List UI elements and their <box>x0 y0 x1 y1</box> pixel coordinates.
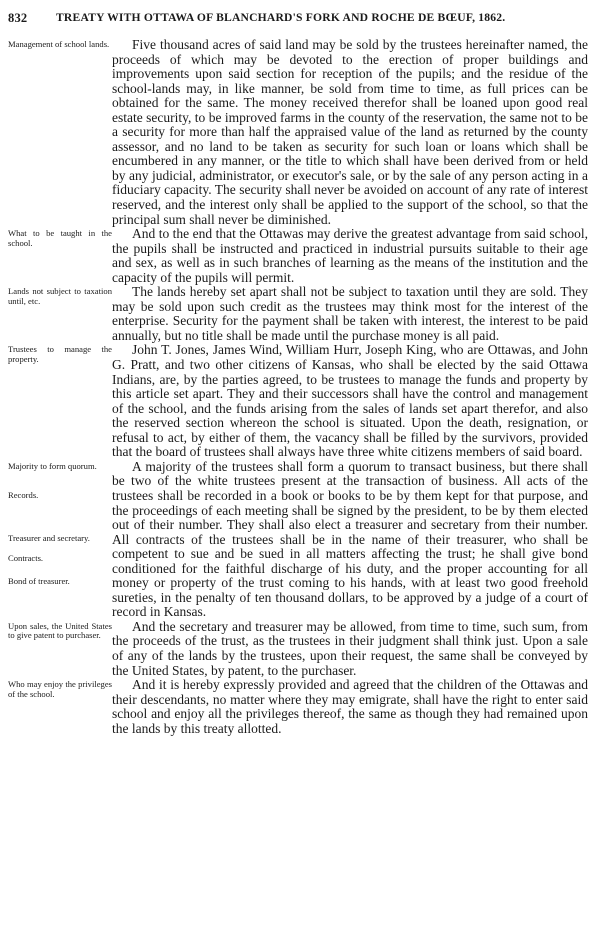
document-body <box>0 38 600 736</box>
running-title: TREATY WITH OTTAWA OF BLANCHARD'S FORK AND ROCHE DE BŒUF, 1862. <box>56 11 506 24</box>
treaty-section <box>0 38 600 227</box>
paragraph: John T. Jones, James Wind, William Hurr, Joseph King, who are Ottawas, and John G. Pratt, and two other citizens of Kansas, who shall be elected by the said Ottawa Indians, are, by the parties agreed, to be trustees to manage the funds and property by this article set apart. They and their successors shall have the control and management of the school, and the funds arising from the sales of lands set apart therefor, and also the reserved section whereon the school is situated. Upon the death, resignation, or refusal to act, by either of them, the vacancy shall be filled by the survivors, provided that the board of trustees shall always have three white citizens members of said board. <box>112 342 588 460</box>
margin-note: Management of school lands. <box>8 39 110 49</box>
running-head <box>8 10 588 26</box>
paragraph: And the secretary and treasurer may be allowed, from time to time, such sum, from the proceeds of the trust, as the trustees in their judgment shall think just. Upon a sale of any of the lands by the trustees, upon their request, the same shall be conveyed by the United States, by patent, to the purchaser. <box>112 618 588 678</box>
paragraph: The lands hereby set apart shall not be subject to taxation until they are sold. They may be sold upon such credit as the trustees may think most for the interest of the enterprise. Security for the payment shall be taken with interest, the interest to be paid annually, but no title shall be made until the purchase money is all paid. <box>112 284 588 343</box>
paragraph: Five thousand acres of said land may be sold by the trustees hereinafter named, the proceeds of which may be devoted to the erection of proper buildings and improvements upon said section for reception of the pupils; and the residue of the school-lands may, in like manner, be sold from time to time, as full prices can be obtained for the same. The money received therefor shall be loaned upon good real estate security, to be improved farms in the county of the reservation, the same not to be a security for more than half the appraised value of the land as returned by the county assessor, and no land to be taken as security for such loan or loans which shall be encumbered in any manner, or the title to which shall have been derived from or held by any judicial, administrator, or executor's sale, or by the sale of any person acting in a fiduciary capacity. The security shall never be avoided on account of any rate of interest reserved, and the interest only shall be applied to the support of the school, so that the principal sum shall never be diminished. <box>112 37 588 227</box>
margin-note: Contracts. <box>8 552 44 563</box>
margin-note: What to be taught in the school. <box>8 228 112 248</box>
margin-note: Treasurer and secretary. <box>8 532 90 543</box>
treaty-section <box>0 460 600 620</box>
margin-note: Who may enjoy the privileges of the school. <box>8 679 112 699</box>
margin-note: Lands not subject to taxation until, etc. <box>8 286 112 306</box>
treaty-section <box>0 285 600 343</box>
margin-note: Bond of treasurer. <box>8 575 70 586</box>
paragraph: And to the end that the Ottawas may derive the greatest advantage from said school, the pupils shall be instructed and practiced in industrial pursuits suitable to their age and sex, as well as in such branches of learning as the means of the institution and the capacity of the pupils will permit. <box>112 226 588 285</box>
page-number: 832 <box>8 11 28 25</box>
paragraph: And it is hereby expressly provided and agreed that the children of the Ottawas and their descendants, no matter where they may emigrate, shall have the right to enter said school and enjoy all the privileges thereof, the same as though they had remained upon the lands by this treaty allotted. <box>112 677 588 736</box>
margin-note: Records. <box>8 489 39 500</box>
treaty-section <box>0 678 600 736</box>
margin-note: Upon sales, the United States to give patent to purchaser. <box>8 620 112 641</box>
margin-note: Trustees to manage the property. <box>8 344 112 365</box>
margin-note: Majority to form quorum. <box>8 460 97 471</box>
treaty-section <box>0 343 600 459</box>
treaty-section <box>0 227 600 285</box>
paragraph: A majority of the trustees shall form a quorum to transact business, but there shall be two of the white trustees present at the transaction of business. All acts of the trustees shall be recorded in a book or books to be by them kept for that purpose, and the proceedings of each meeting shall be signed by the president, to be by them elected out of their number. They shall also elect a treasurer and secretary from their number. All contracts of the trustees shall be in the name of their treasurer, who shall be competent to sue and be sued in all matters affecting the trust; he shall give bond conditioned for the faithful discharge of his duty, and the proper accounting for all money or property of the trust coming to his hands, with at least two good freehold sureties, in the penalty of ten thousand dollars, to be approved by a judge of a court of record in Kansas. <box>112 458 588 620</box>
treaty-section <box>0 620 600 678</box>
